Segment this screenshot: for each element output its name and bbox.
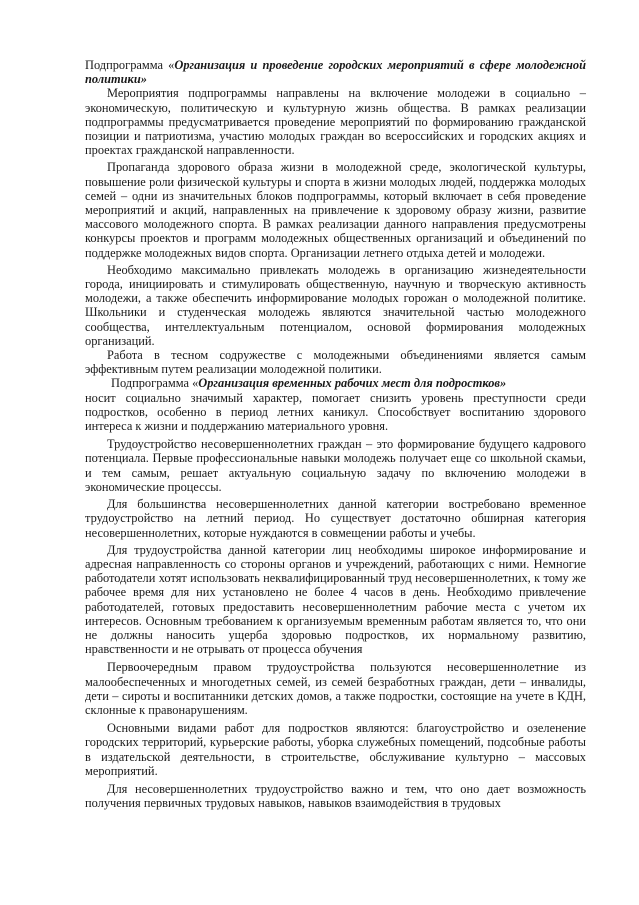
paragraph-youth-involvement: Необходимо максимально привлекать молодежь в организацию жизнедеятельности города, инициировать и стимулировать общественную, научную и творческую активность молодежи, а также обеспечить информирование молодых горожан о молодежной политике. Школьники и студенческая молодежь являются значительной частью молодежного сообщества, интеллектуальным потенциалом, основой формирования молодежных организаций. [85, 262, 586, 348]
subprogram-2-heading [85, 376, 586, 390]
subprogram-1-title: Организация и проведение городских мероприятий в сфере молодежной политики [85, 58, 586, 87]
paragraph-temporary-work: Для большинства несовершеннолетних данной категории востребовано временное трудоустройство на летний период. Но существует достаточно обширная категория несовершеннолетних, которые нуждаются в совмещении работы и учебы. [85, 497, 586, 540]
paragraph-goals: Мероприятия подпрограммы направлены на включение молодежи в социально – экономическую, политическую и культурную жизнь общества. В рамках реализации подпрограммы предусматривается проведение мероприятий по формированию гражданской позиции и патриотизма, участию молодых граждан во всероссийских и городских акциях и проектах гражданской направленности. [85, 86, 586, 158]
subprogram-1-prefix: Подпрограмма « [85, 58, 175, 72]
document-page [85, 58, 586, 810]
subprogram-1-suffix: » [140, 72, 147, 87]
subprogram-2-title: Организация временных рабочих мест для подростков [198, 376, 500, 391]
paragraph-employers: Для трудоустройства данной категории лиц необходимы широкое информирование и адресная направленность со стороны органов и учреждений, работающих с ними. Немногие работодатели хотят использовать неквалифицированный труд несовершеннолетних, к тому же рабочее время для них установлено не более 4 часов в день. Необходимо привлечение работодателей, готовых предоставить несовершеннолетним рабочие места с учетом их интересов. Основным требованием к организуемым временным работам является то, что они не должны наносить ущерба здоровью подростков, их нормальному развитию, нравственности и не отрывать от процесса обучения [85, 542, 586, 657]
paragraph-work-types: Основными видами работ для подростков являются: благоустройство и озеленение городских территорий, курьерские работы, уборка служебных помещений, подсобные работы в издательской деятельности, в строительстве, обслуживание культурно – массовых мероприятий. [85, 721, 586, 778]
subprogram-1-heading [85, 58, 586, 86]
paragraph-priority-right: Первоочередным правом трудоустройства пользуются несовершеннолетние из малообеспеченных и многодетных семей, из семей безработных граждан, дети – инвалиды, дети – сироты и воспитанники детских домов, а также подростки, состоящие на учете в КДН, склонные к правонарушениям. [85, 660, 586, 717]
paragraph-healthy-lifestyle: Пропаганда здорового образа жизни в молодежной среде, экологической культуры, повышение роли физической культуры и спорта в жизни молодых людей, поддержка молодых семей – одни из значительных блоков подпрограммы, который включает в себя проведение мероприятий и акций, направленных на привлечение к здоровому образу жизни, развитие массового молодежного спорта. В рамках реализации данного направления предусмотрены конкурсы проектов и программ молодежных общественных организаций и объединений по поддержке молодежных видов спорта. Организации летнего отдыха детей и молодежи. [85, 160, 586, 260]
paragraph-cooperation: Работа в тесном содружестве с молодежными объединениями является самым эффективным путем реализации молодежной политики. [85, 348, 586, 377]
subprogram-2-prefix: Подпрограмма « [111, 376, 199, 391]
subprogram-2-suffix: » [499, 376, 507, 391]
paragraph-social-significance: носит социально значимый характер, помогает снизить уровень преступности среди подростков, особенно в период летних каникул. Способствует воспитанию здорового интереса к жизни и поддержанию материального уровня. [85, 390, 586, 434]
paragraph-skills: Для несовершеннолетних трудоустройство важно и тем, что оно дает возможность получения первичных трудовых навыков, навыков взаимодействия в трудовых [85, 781, 586, 811]
paragraph-employment: Трудоустройство несовершеннолетних граждан – это формирование будущего кадрового потенциала. Первые профессиональные навыки молодежь получает еще со школьной скамьи, и тем самым, решает актуальную социальную задачу по включению молодежи в экономические процессы. [85, 437, 586, 494]
